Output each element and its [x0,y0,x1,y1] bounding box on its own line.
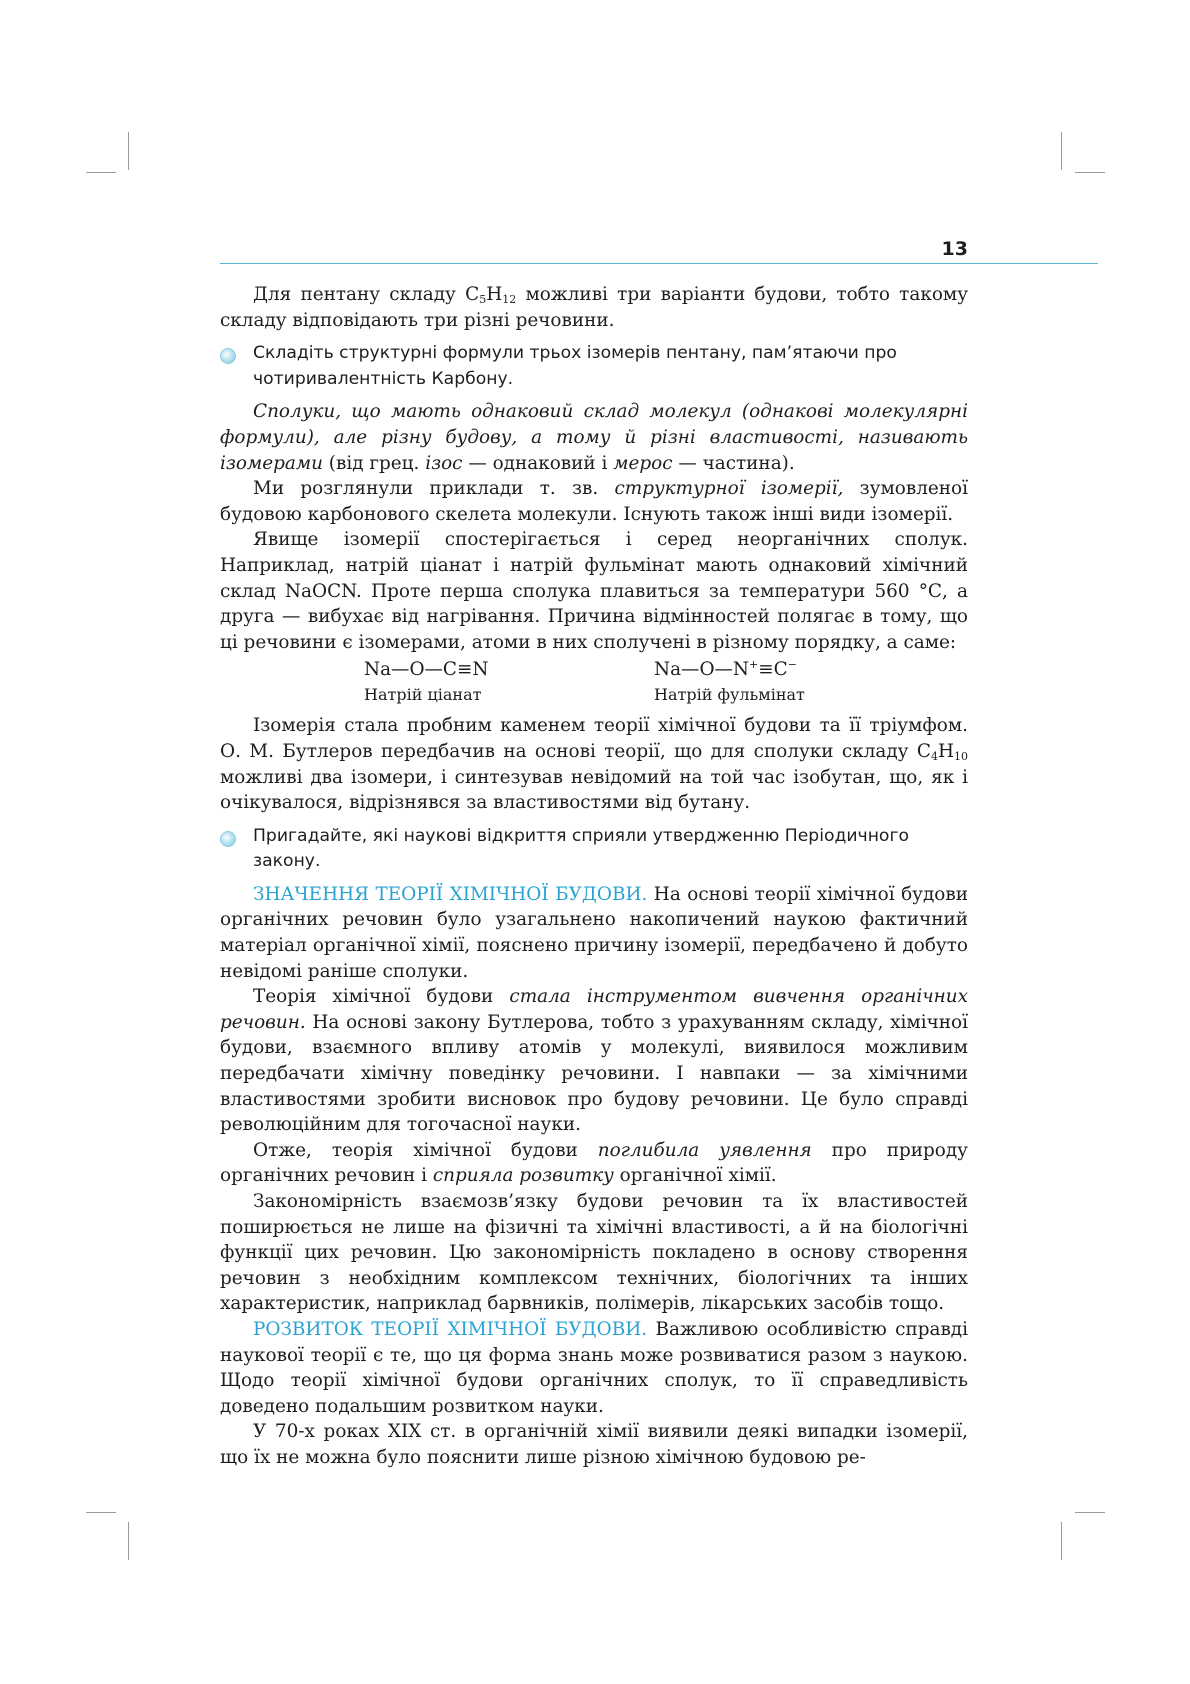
crop-mark [1075,172,1105,173]
page-number: 13 [941,238,968,260]
question-periodic-law: Пригадайте, які наукові відкриття сприяли утвердженню Періодичного закону. [220,824,968,875]
page-body [220,282,968,1471]
paragraph-butlerov-isomers: Ізомерія стала пробним каменем теорії хімічної будови та її тріумфом. О. М. Бутлеров передбачив на основі теорії, що для сполуки складу $C_4H_{10}$ можливі два ізомери, і синтезував невідомий на той час ізобутан, що, як і очікувалося, відрізнявся за властивостями від бутану. [220,715,968,814]
formula-fulminate-structure: Na—O—N+≡C− [654,658,797,681]
question-bullet-icon [220,831,236,847]
formula-comparison [220,657,968,711]
crop-mark [86,1512,116,1513]
section-heading: ЗНАЧЕННЯ ТЕОРІЇ ХІМІЧНОЇ БУДОВИ. [253,883,648,905]
question-pentane-isomers: Складіть структурні формули трьох ізомерів пентану, пам’ятаючи про чотиривалентність Карбону. [220,341,968,392]
paragraph-pentane: Для пентану складу $C_5H_{12}$ можливі три варіанти будови, тобто такому складу відповідають три різні речовини. [220,284,969,331]
paragraph-structure-properties: Закономірність взаємозв’язку будови речовин та їх властивостей поширюється не лише на фізичні та хімічні властивості, а й на біологічні функції цих речовин. Цю закономірність покладено в основу створення речовин з необхідним комплексом технічних, біологічних та інших характеристик, наприклад барвників, полімерів, лікарських засобів тощо. [220,1191,968,1315]
formula-fulminate-caption: Натрій фульмінат [654,685,805,705]
paragraph-isomer-definition: Сполуки, що мають однаковий склад молекул (однакові молекулярні формули), але різну будову, а тому й різні властивості, називають ізомерами (від грец. ізос — однаковий і мерос — частина). [220,401,968,474]
question-bullet-icon [220,348,236,364]
crop-mark [1075,1512,1105,1513]
crop-mark [86,172,116,173]
paragraph-inorganic-isomerism: Явище ізомерії спостерігається і серед неорганічних сполук. Наприклад, натрій ціанат і натрій фульмінат мають однаковий хімічний склад NaOCN. Проте перша сполука плавиться за температури 560 °С, а друга — вибухає від нагрівання. Причина відмінностей полягає в тому, що ці речовини є ізомерами, атоми в них сполучені в різному порядку, а саме: [220,529,968,653]
header-rule [220,263,1098,264]
section-heading: РОЗВИТОК ТЕОРІЇ ХІМІЧНОЇ БУДОВИ. [253,1318,648,1340]
crop-mark [128,132,129,170]
formula-cyanate [364,657,489,708]
formula-cyanate-structure: Na—O—C≡N [364,659,489,681]
crop-mark [1061,1522,1062,1560]
paragraph-theory-development: РОЗВИТОК ТЕОРІЇ ХІМІЧНОЇ БУДОВИ. Важливою особливістю справді наукової теорії є те, що ця форма знань може розвиватися разом з наукою. Щодо теорії хімічної будови органічних сполук, то її справедливість доведено подальшим розвитком науки. [220,1318,968,1417]
paragraph-theory-significance: ЗНАЧЕННЯ ТЕОРІЇ ХІМІЧНОЇ БУДОВИ. На основі теорії хімічної будови органічних речовин було узагальнено накопичений наукою фактичний матеріал органічної хімії, пояснено причину ізомерії, передбачено й добуто невідомі раніше сполуки. [220,883,968,982]
formula-cyanate-caption: Натрій ціанат [364,685,482,705]
paragraph-theory-instrument: Теорія хімічної будови стала інструментом вивчення органічних речовин. На основі закону Бутлерова, тобто з урахуванням складу, хімічної будови, взаємного впливу атомів у молекулі, виявилося можливим передбачати хімічну поведінку речовини. І навпаки — за хімічними властивостями зробити висновок про будову речовини. Це було справді революційним для тогочасної науки. [220,986,968,1136]
formula-fulminate [654,657,805,708]
crop-mark [128,1522,129,1560]
paragraph-structural-isomerism: Ми розглянули приклади т. зв. структурної ізомерії, зумовленої будовою карбонового скелета молекули. Існують також інші види ізомерії. [220,478,968,525]
crop-mark [1061,132,1062,170]
paragraph-theory-conclusion: Отже, теорія хімічної будови поглибила уявлення про природу органічних речовин і сприяла розвитку органічної хімії. [220,1139,968,1187]
paragraph-seventies: У 70-х роках XIX ст. в органічній хімії виявили деякі випадки ізомерії, що їх не можна було пояснити лише різною хімічною будовою ре- [220,1421,968,1468]
